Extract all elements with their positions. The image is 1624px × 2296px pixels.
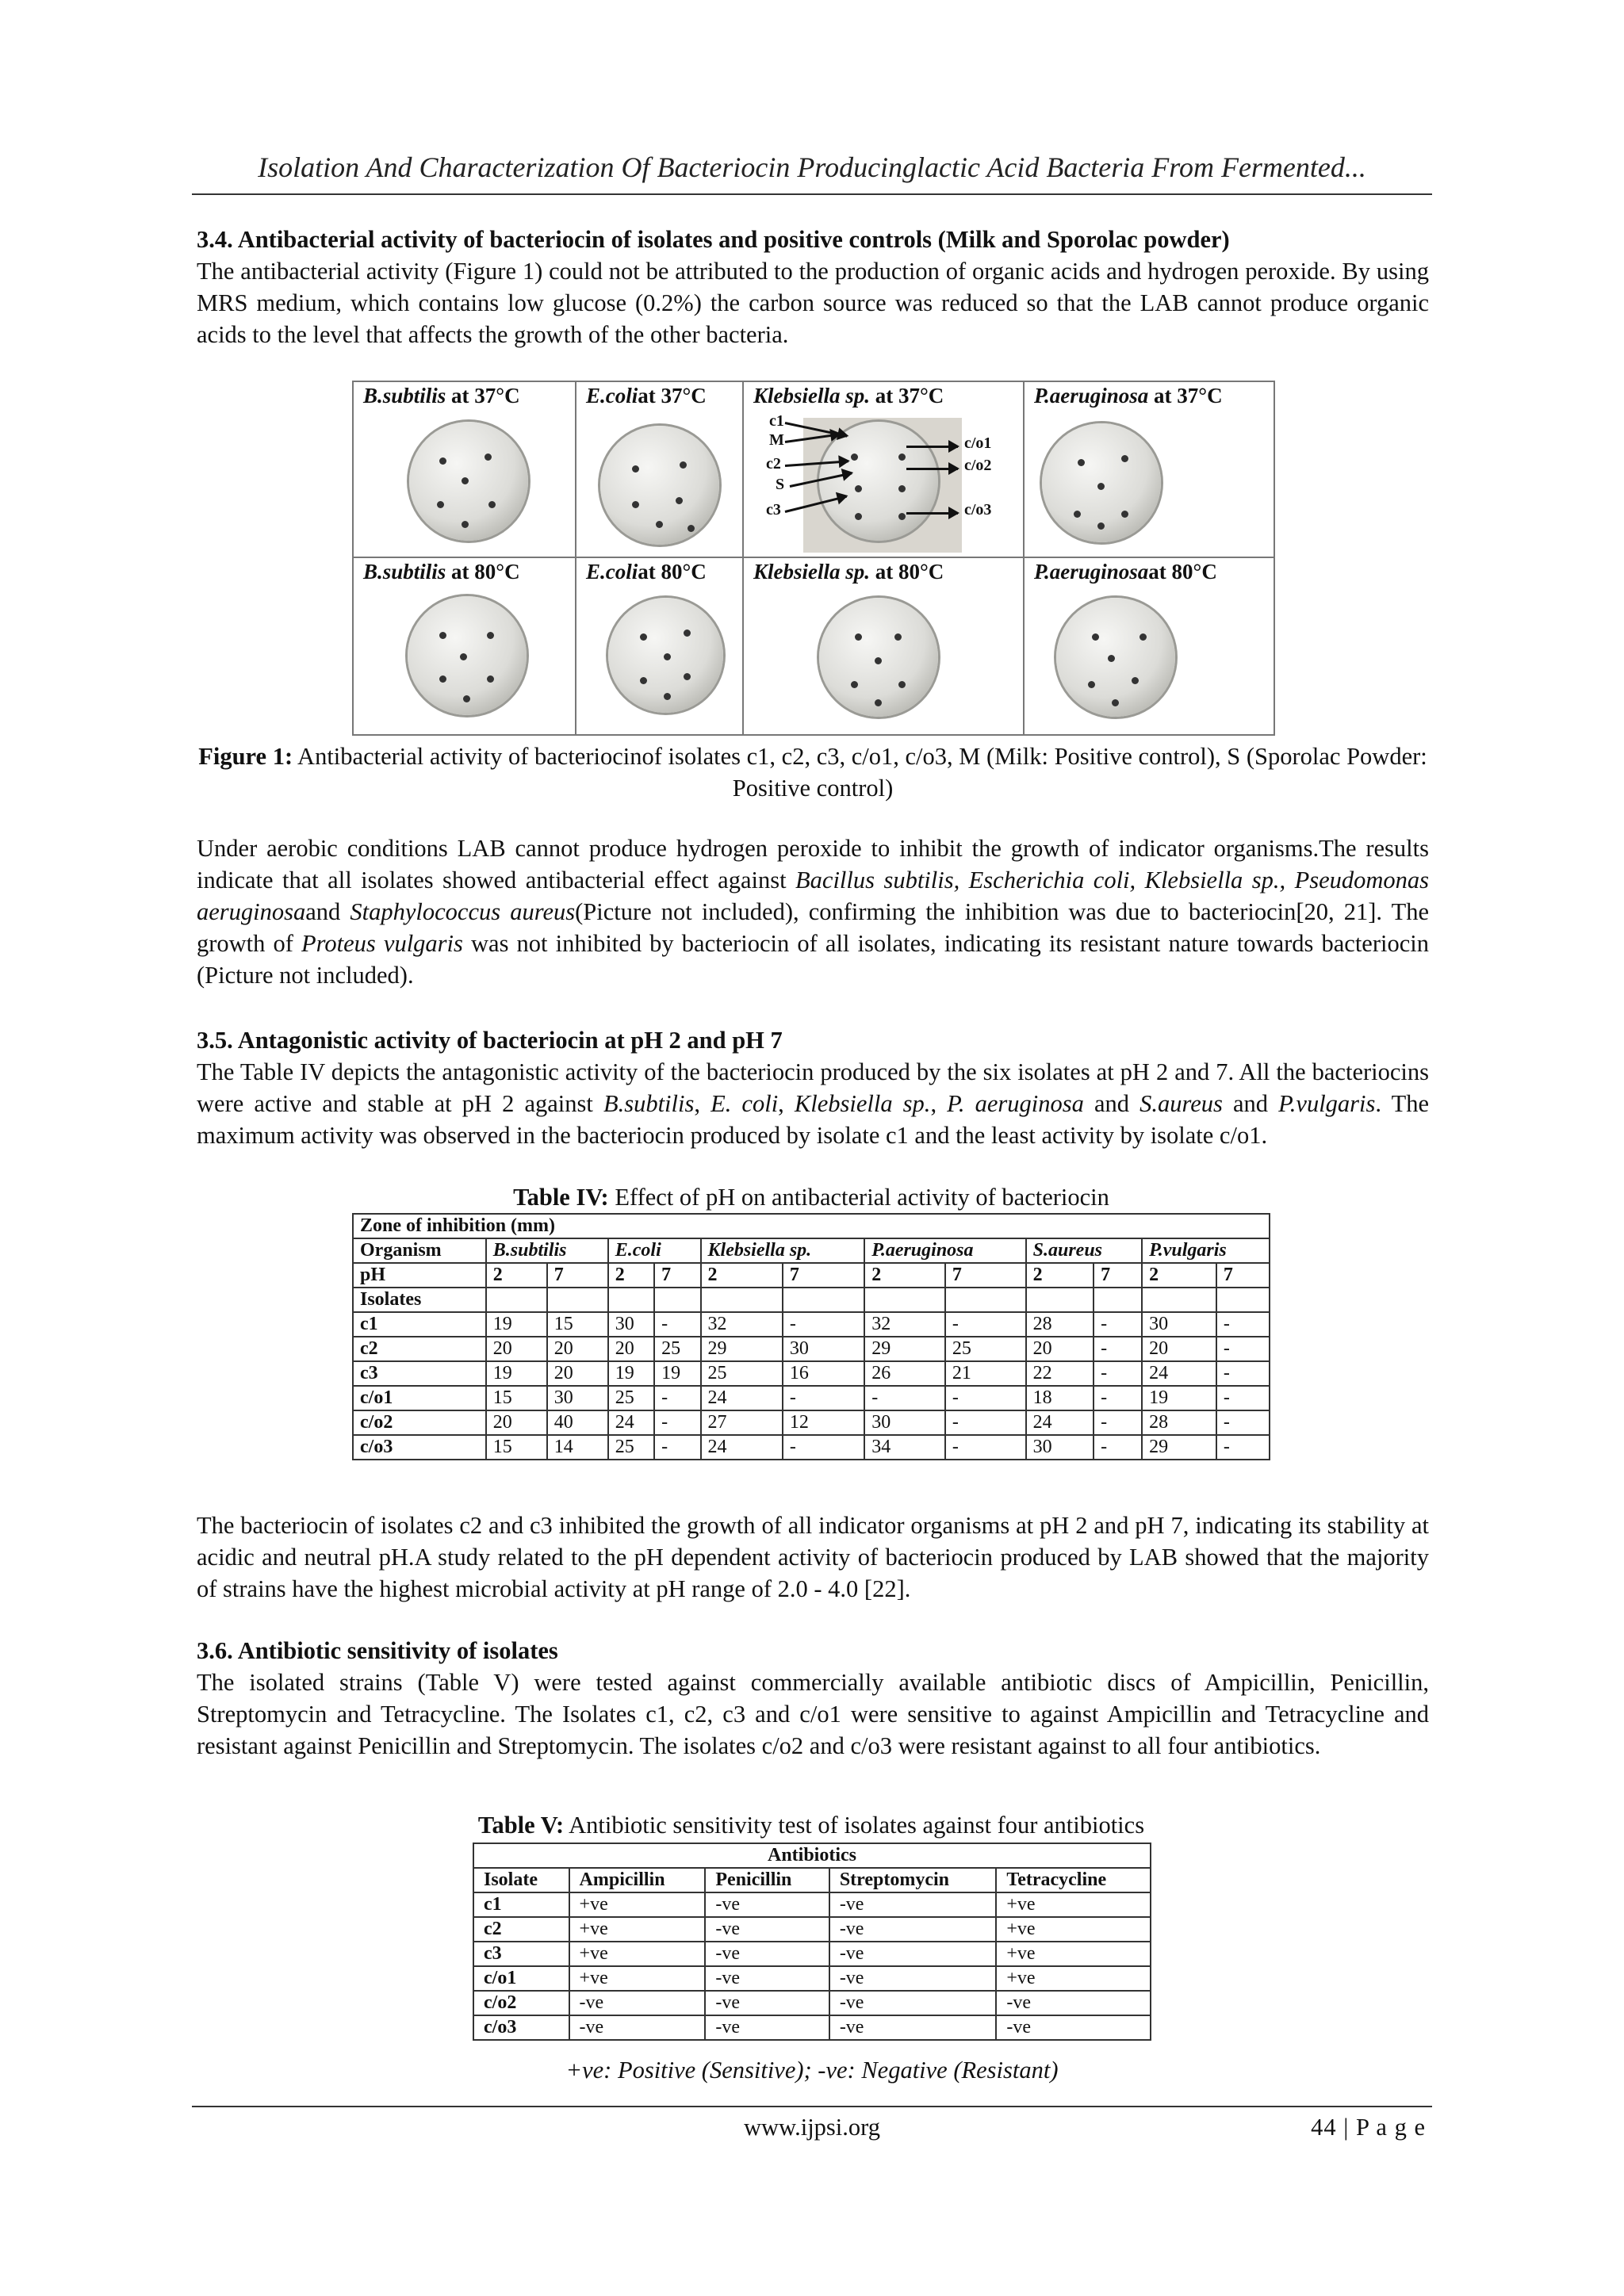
table-4 [352, 1213, 1270, 1460]
figure-panel [576, 382, 744, 558]
section-3-6-paragraph: The isolated strains (Table V) were tested against commercially available antibiotic discs of Ampicillin, Penicillin, Streptomycin and Tetracycline. The Isolates c1, c2, c3 and c/o1 were sensitive to against Ampicillin and Tetracycline and resistant against Penicillin and Streptomycin. The isolates c/o2 and c/o3 were resistant against to all four antibiotics. [197, 1669, 1429, 1759]
table-row: c/o1 +ve -ve -ve +ve [473, 1966, 1151, 1991]
figure-panel [1025, 382, 1274, 558]
section-3-4-heading: 3.4. Antibacterial activity of bacteriocin of isolates and positive controls (Milk and Sporolac powder) [197, 226, 1230, 253]
footer-url[interactable]: www.ijpsi.org [744, 2114, 880, 2141]
section-3-6-heading: 3.6. Antibiotic sensitivity of isolates [197, 1637, 558, 1664]
panel-label: Klebsiella sp. at 80°C [753, 560, 944, 584]
section-3-4-paragraph: The antibacterial activity (Figure 1) could not be attributed to the production of organic acids and hydrogen peroxide. By using MRS medium, which contains low glucose (0.2%) the carbon source was reduced so that the LAB cannot produce organic acids to the level that affects the growth of the other bacteria. [197, 258, 1429, 348]
figure-1-caption [197, 740, 1429, 804]
table-row: c/o3 -ve -ve -ve -ve [473, 2015, 1151, 2040]
table-row: c1 19 15 30 - 32 - 32 - 28 - 30 - [353, 1312, 1270, 1337]
agar-plate-image [408, 596, 527, 715]
section-3-5-paragraph: The Table IV depicts the antagonistic activity of the bacteriocin produced by the six isolates at pH 2 and 7. All the bacteriocins were active and stable at pH 2 against B.subtilis, E. coli, Klebsiella sp., P. aeruginosa and S.aureus and P.vulgaris. The maximum activity was observed in the bacteriocin produced by isolate c1 and the least activity by isolate c/o1. [197, 1058, 1429, 1149]
table-row: c/o3 15 14 25 - 24 - 34 - 30 - 29 - [353, 1435, 1270, 1460]
figure-1 [352, 381, 1275, 736]
header-row: Isolate Ampicillin Penicillin Streptomycin Tetracycline [473, 1868, 1151, 1892]
table-row: c/o2 20 40 24 - 27 12 30 - 24 - 28 - [353, 1410, 1270, 1435]
agar-plate-image [1042, 423, 1161, 542]
panel-label: B.subtilis at 37°C [363, 384, 520, 408]
footer-page-number: 44 | P a g e [1311, 2114, 1426, 2141]
panel-label: B.subtilis at 80°C [363, 560, 520, 584]
table-row: c3 19 20 19 19 25 16 26 21 22 - 24 - [353, 1361, 1270, 1386]
figure-panel [744, 558, 1025, 734]
arrow-icon [906, 446, 958, 448]
arrow-icon [906, 512, 958, 515]
table-row: c2 +ve -ve -ve +ve [473, 1917, 1151, 1942]
agar-plate-image [600, 426, 719, 545]
zone-header: Zone of inhibition (mm) [353, 1214, 1270, 1238]
table-row: c1 +ve -ve -ve +ve [473, 1892, 1151, 1917]
panel-label: Klebsiella sp. at 37°C [753, 384, 944, 408]
figure-panel [1025, 558, 1274, 734]
well-label-right: c/o3 [964, 501, 992, 519]
panel-label: P.aeruginosaat 80°C [1034, 560, 1217, 584]
table-5-title: Table V: Antibiotic sensitivity test of isolates against four antibiotics [477, 1812, 1145, 1839]
well-label-right: c/o2 [964, 457, 992, 474]
figure-panel [354, 382, 576, 558]
paragraph-results: Under aerobic conditions LAB cannot produce hydrogen peroxide to inhibit the growth of indicator organisms.The results indicate that all isolates showed antibacterial effect against Bacillus subtilis, Escherichia coli, Klebsiella sp., Pseudomonas aeruginosaand Staphylococcus aureus(Picture not included), confirming the inhibition was due to bacteriocin[20, 21]. The growth of Proteus vulgaris was not inhibited by bacteriocin of all isolates, indicating its resistant nature towards bacteriocin (Picture not included). [197, 835, 1430, 989]
organism-row: Organism B.subtilis E.coli Klebsiella sp. P.aeruginosa S.aureus P.vulgaris [353, 1238, 1270, 1263]
caption-text: Antibacterial activity of bacteriocinof isolates c1, c2, c3, c/o1, c/o3, M (Milk: Positive control), S (Sporolac Powder: Positive control) [293, 743, 1427, 802]
header-rule [192, 193, 1432, 195]
table-4-title: Table IV: Effect of pH on antibacterial activity of bacteriocin [513, 1184, 1109, 1211]
arrow-icon [906, 468, 958, 470]
well-label-left: c2 [766, 455, 781, 473]
panel-label: P.aeruginosa at 37°C [1034, 384, 1223, 408]
ph-row: pH 2 7 2 7 2 7 2 7 2 7 2 7 [353, 1263, 1270, 1288]
figure-panel [744, 382, 1025, 558]
caption-label: Figure 1: [198, 743, 293, 770]
agar-plate-image [409, 422, 528, 541]
panel-label: E.coliat 80°C [586, 560, 707, 584]
section-3-6 [197, 1635, 1429, 1762]
table-5-note: +ve: Positive (Sensitive); -ve: Negative (Resistant) [565, 2057, 1059, 2084]
well-label-left: c3 [766, 501, 781, 519]
table-5 [473, 1843, 1151, 2041]
section-3-4 [197, 224, 1429, 350]
section-3-5-heading: 3.5. Antagonistic activity of bacteriocin at pH 2 and pH 7 [197, 1027, 783, 1054]
footer-rule [192, 2106, 1432, 2107]
table-row: c/o2 -ve -ve -ve -ve [473, 1991, 1151, 2015]
table-row: c3 +ve -ve -ve +ve [473, 1942, 1151, 1966]
agar-plate-image [819, 598, 938, 717]
well-label-left: S [776, 476, 785, 493]
section-3-5 [197, 1024, 1429, 1151]
well-label-left: c1 [769, 412, 784, 430]
figure-panel [354, 558, 576, 734]
table-row: c/o1 15 30 25 - 24 - - - 18 - 19 - [353, 1386, 1270, 1410]
antibiotics-header: Antibiotics [473, 1843, 1151, 1868]
table-row: c2 20 20 20 25 29 30 29 25 20 - 20 - [353, 1337, 1270, 1361]
isolates-label-row: Isolates [353, 1288, 1270, 1312]
paragraph-ph-stability: The bacteriocin of isolates c2 and c3 inhibited the growth of all indicator organisms at pH 2 and pH 7, indicating its stability at acidic and neutral pH.A study related to the pH dependent activity of bacteriocin produced by LAB showed that the majority of strains have the highest microbial activity at pH range of 2.0 - 4.0 [22]. [197, 1512, 1429, 1602]
figure-panel [576, 558, 744, 734]
panel-label: E.coliat 37°C [586, 384, 707, 408]
agar-plate-image [1056, 598, 1175, 717]
well-label-left: M [769, 431, 784, 449]
well-label-right: c/o1 [964, 434, 992, 452]
running-head: Isolation And Characterization Of Bacteriocin Producinglactic Acid Bacteria From Fermented... [258, 151, 1366, 183]
agar-plate-image [608, 598, 723, 713]
